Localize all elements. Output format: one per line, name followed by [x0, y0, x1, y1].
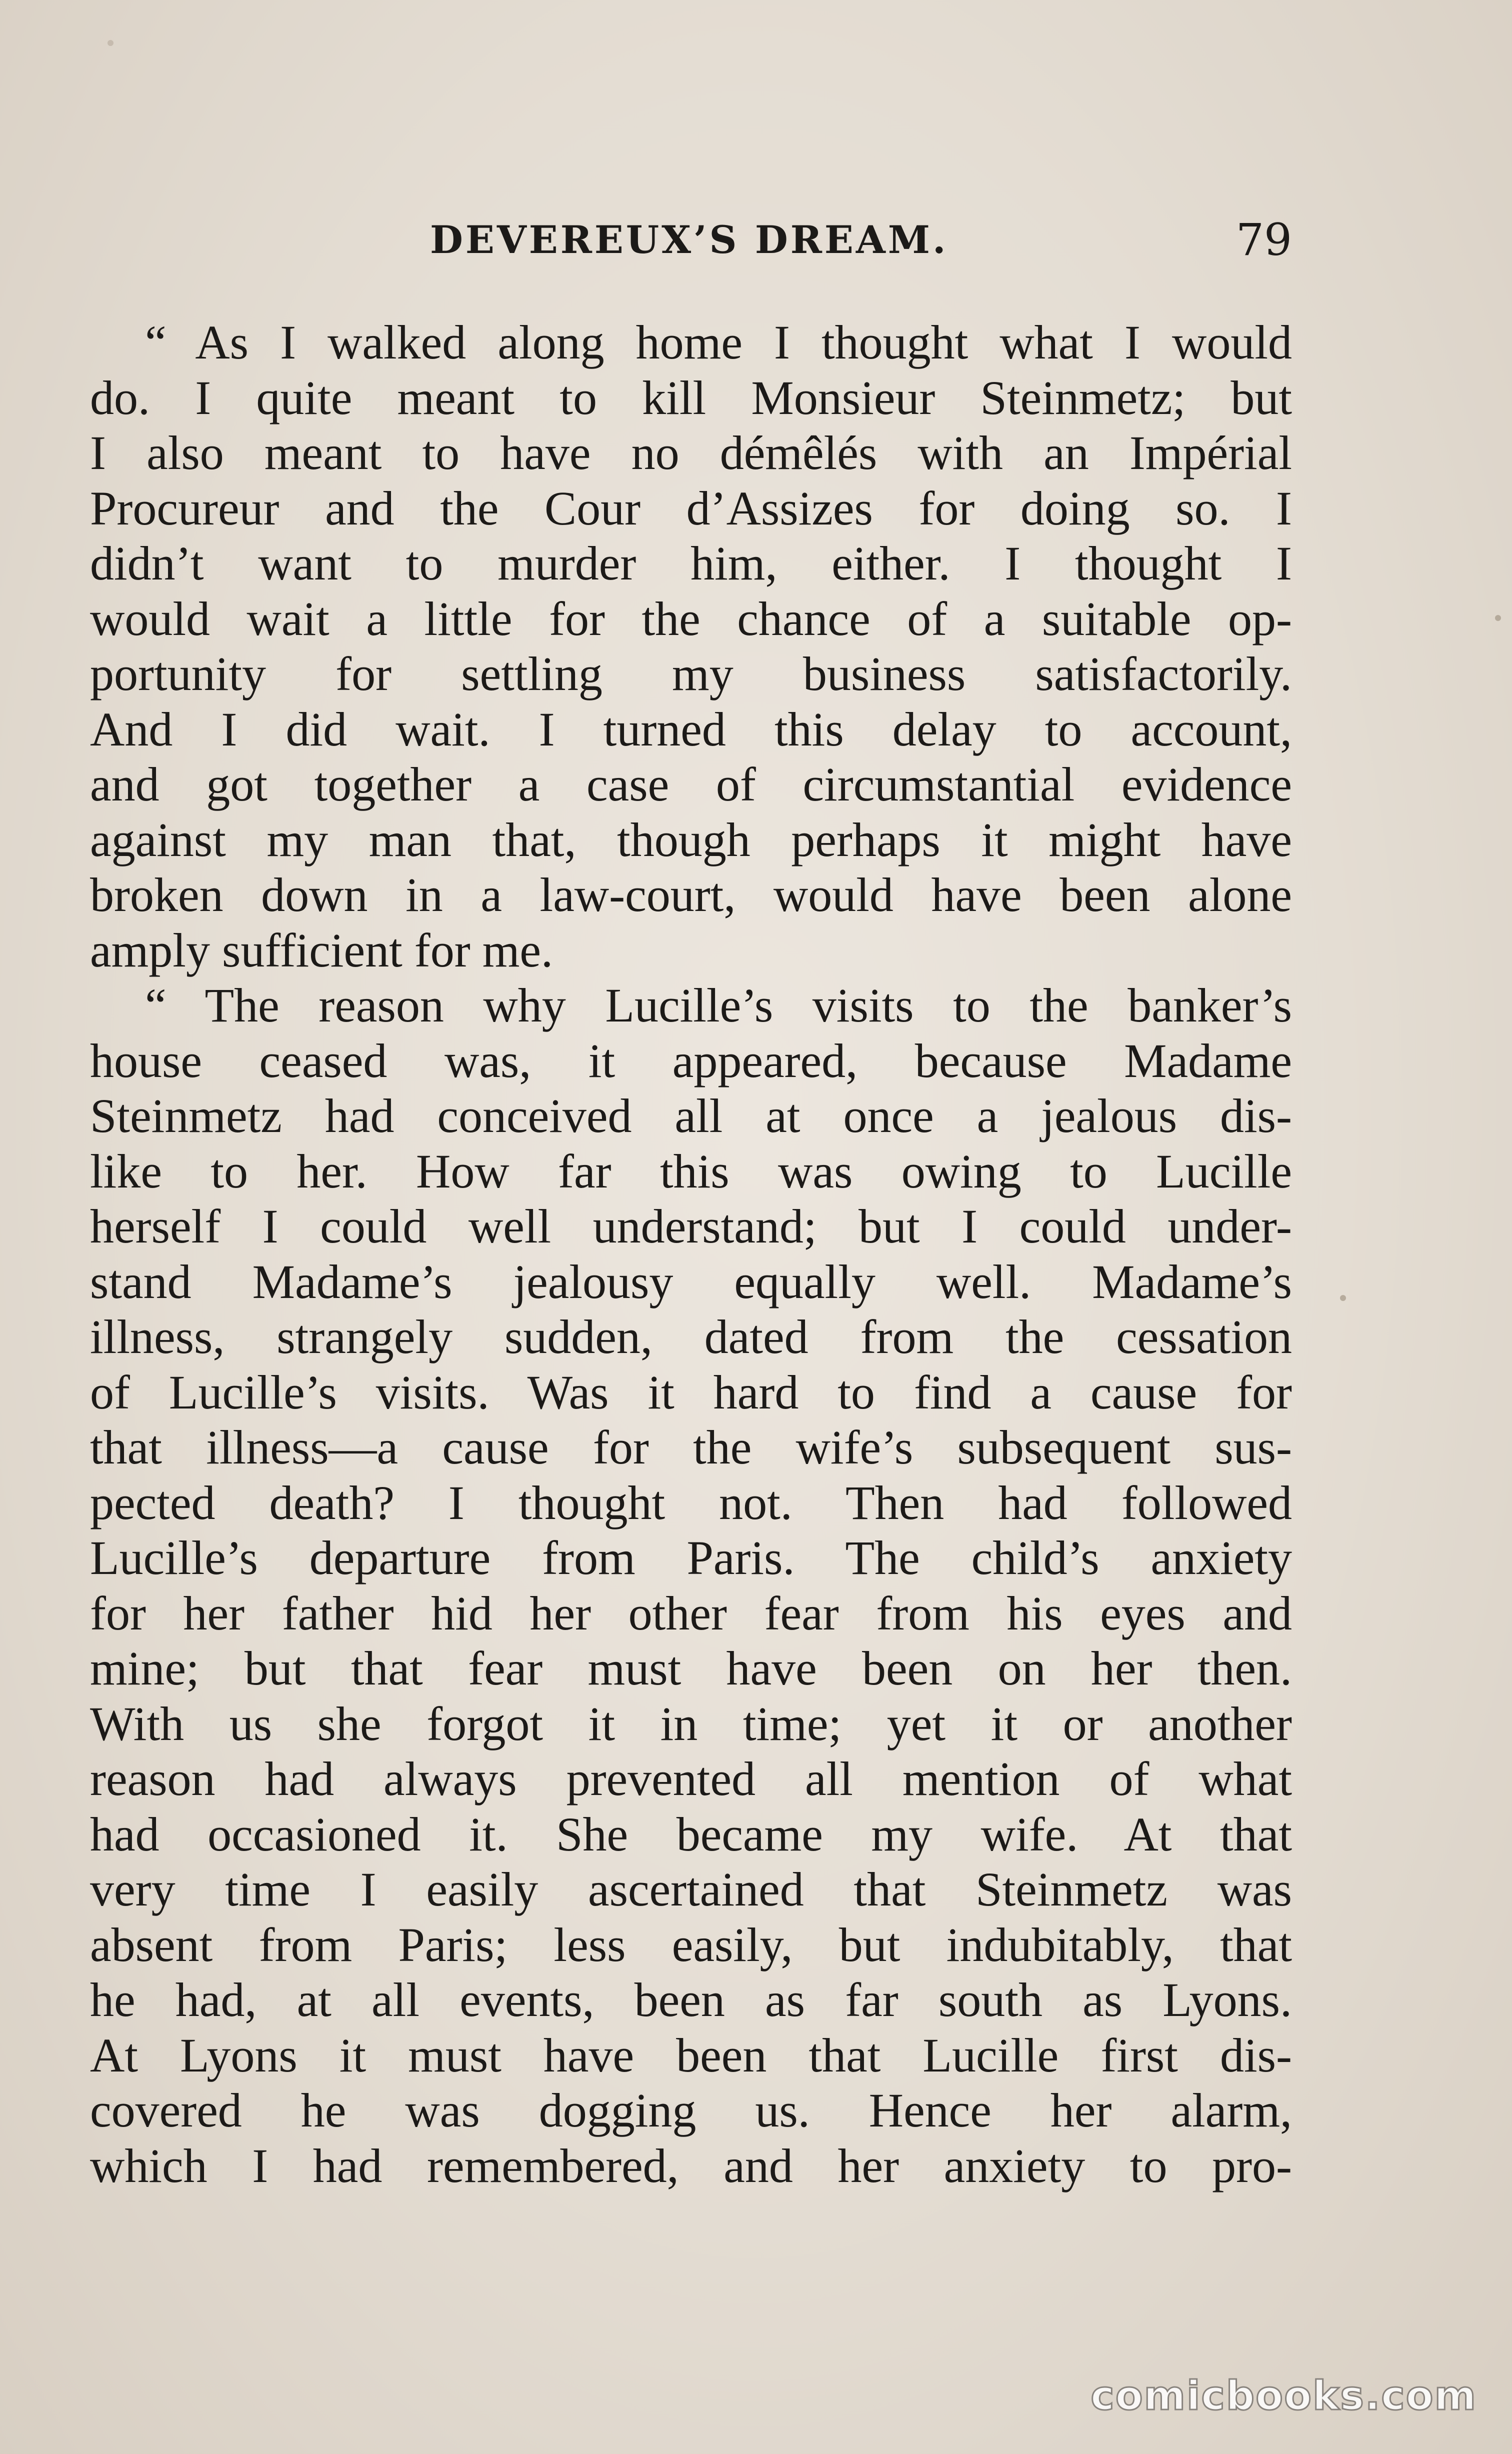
paper-speck [1495, 615, 1501, 621]
text-line: stand Madame’s jealousy equally well. Madame’s [90, 1254, 1292, 1308]
text-line: pected death? I thought not. Then had followed [90, 1476, 1292, 1530]
running-head: DEVEREUX’S DREAM. [430, 218, 948, 262]
text-line: “ The reason why Lucille’s visits to the banker’s [145, 978, 1292, 1032]
text-line: like to her. How far this was owing to Lucille [90, 1144, 1292, 1198]
text-line: And I did wait. I turned this delay to account, [90, 702, 1292, 756]
text-line: for her father hid her other fear from his eyes and [90, 1586, 1292, 1640]
text-line: Lucille’s departure from Paris. The child’s anxiety [90, 1531, 1292, 1584]
text-line: broken down in a law-court, would have been alone [90, 868, 1292, 922]
text-line: very time I easily ascertained that Steinmetz was [90, 1862, 1292, 1916]
text-line: amply sufficient for me. [90, 923, 553, 977]
text-line: I also meant to have no démêlés with an Impérial [90, 426, 1292, 480]
text-line: With us she forgot it in time; yet it or another [90, 1696, 1292, 1750]
page-number: 79 [1236, 214, 1292, 266]
text-line: mine; but that fear must have been on her then. [90, 1642, 1292, 1695]
text-line: do. I quite meant to kill Monsieur Steinmetz; but [90, 370, 1292, 424]
text-line: absent from Paris; less easily, but indubitably, that [90, 1918, 1292, 1972]
text-line: that illness—a cause for the wife’s subsequent sus- [90, 1420, 1292, 1474]
text-line: illness, strangely sudden, dated from the cessation [90, 1310, 1292, 1364]
text-line: herself I could well understand; but I could under- [90, 1200, 1292, 1253]
text-line: “ As I walked along home I thought what I would [145, 316, 1292, 369]
text-line: Steinmetz had conceived all at once a jealous dis- [90, 1089, 1292, 1142]
text-line: Procureur and the Cour d’Assizes for doing so. I [90, 481, 1292, 535]
body-text [90, 315, 1292, 2215]
paper-speck [1340, 1295, 1346, 1301]
text-line: At Lyons it must have been that Lucille first dis- [90, 2028, 1292, 2082]
text-line: house ceased was, it appeared, because Madame [90, 1034, 1292, 1088]
text-line: didn’t want to murder him, either. I thought I [90, 536, 1292, 590]
text-line: portunity for settling my business satisfactorily. [90, 647, 1292, 700]
text-line: covered he was dogging us. Hence her alarm, [90, 2084, 1292, 2137]
text-line: would wait a little for the chance of a suitable op- [90, 592, 1292, 646]
text-line: reason had always prevented all mention of what [90, 1752, 1292, 1806]
text-line: had occasioned it. She became my wife. At that [90, 1807, 1292, 1861]
text-line: which I had remembered, and her anxiety to pro- [90, 2138, 1292, 2192]
paper-speck [108, 40, 114, 46]
page-header [90, 210, 1292, 270]
text-line: of Lucille’s visits. Was it hard to find a cause for [90, 1365, 1292, 1419]
text-line: against my man that, though perhaps it might have [90, 812, 1292, 866]
text-line: and got together a case of circumstantial evidence [90, 758, 1292, 811]
watermark: comicbooks.com [1090, 2372, 1477, 2419]
text-line: he had, at all events, been as far south as Lyons. [90, 1973, 1292, 2026]
